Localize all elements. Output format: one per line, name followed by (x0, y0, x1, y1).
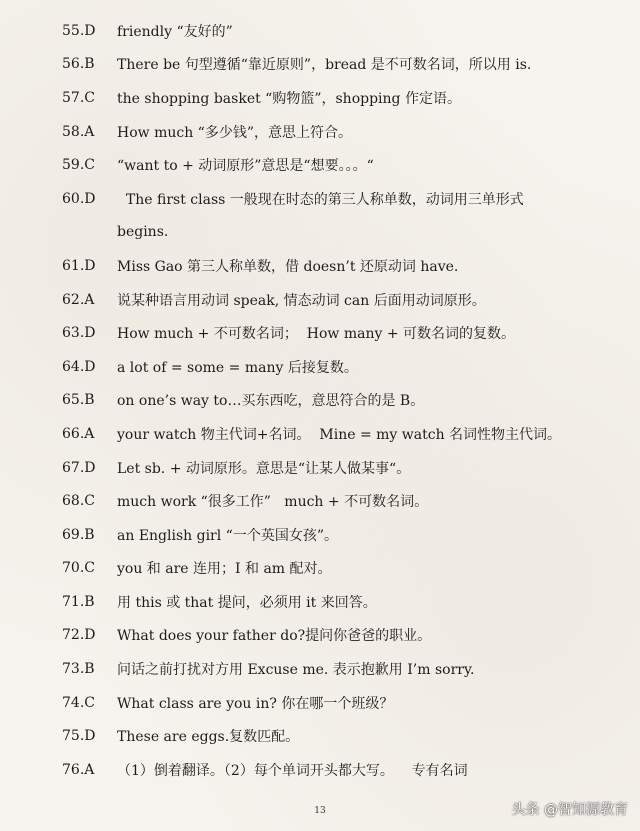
answer-number: 68.C (62, 493, 95, 510)
answer-number: 61.D (62, 257, 96, 274)
answer-row (62, 552, 622, 586)
answer-number: 59.C (62, 157, 95, 174)
answer-row (62, 182, 622, 216)
answer-number: 73.B (62, 661, 95, 678)
answer-row (62, 484, 622, 518)
answer-explanation: “want to + 动词原形”意思是“想要。。。“ (117, 158, 374, 175)
answer-explanation: The first class 一般现在时态的第三人称单数，动词用三单形式 (117, 191, 524, 208)
answer-row (62, 316, 622, 350)
answer-number: 69.B (62, 526, 95, 543)
answer-row (62, 652, 622, 686)
answer-number: 74.C (62, 694, 95, 711)
answer-row (62, 216, 622, 250)
answer-row (62, 619, 622, 653)
answer-row (62, 451, 622, 485)
answer-number: 67.D (62, 459, 96, 476)
answer-list (62, 14, 622, 787)
answer-explanation: 问话之前打扰对方用 Excuse me. 表示抱歉用 I’m sorry. (117, 662, 475, 679)
answer-explanation: the shopping basket “购物篮”，shopping 作定语。 (117, 90, 461, 107)
answer-explanation: a lot of = some = many 后接复数。 (117, 359, 358, 376)
answer-row (62, 14, 622, 48)
answer-number: 64.D (62, 358, 96, 375)
answer-explanation: 用 this 或 that 提问，必须用 it 来回答。 (117, 594, 377, 611)
answer-explanation: How much “多少钱”，意思上符合。 (117, 124, 352, 141)
answer-explanation: These are eggs.复数匹配。 (117, 729, 300, 746)
answer-number: 58.A (62, 123, 95, 140)
answer-explanation: your watch 物主代词+名词。 Mine = my watch 名词性物主代词。 (117, 426, 562, 443)
answer-explanation: you 和 are 连用；I 和 am 配对。 (117, 561, 332, 578)
answer-explanation: Miss Gao 第三人称单数，借 doesn’t 还原动词 have. (117, 258, 459, 275)
answer-row (62, 686, 622, 720)
answer-number: 70.C (62, 560, 95, 577)
answer-number: 56.B (62, 56, 95, 73)
page-number: 13 (314, 806, 326, 816)
answer-explanation: much work “很多工作” much + 不可数名词。 (117, 494, 429, 511)
answer-explanation: friendly “友好的” (117, 23, 233, 40)
answer-explanation: on one’s way to…买东西吃，意思符合的是 B。 (117, 393, 425, 410)
answer-number: 75.D (62, 728, 96, 745)
answer-row (62, 384, 622, 418)
answer-explanation: （1）倒着翻译。（2）每个单词开头都大写。 专有名词 (117, 762, 468, 779)
answer-number: 63.D (62, 325, 96, 342)
answer-explanation: There be 句型遵循“靠近原则”，bread 是不可数名词，所以用 is. (117, 57, 532, 74)
answer-number: 72.D (62, 627, 96, 644)
answer-number: 55.D (62, 22, 96, 39)
answer-row (62, 115, 622, 149)
answer-row (62, 350, 622, 384)
answer-row (62, 249, 622, 283)
answer-explanation: 说某种语言用动词 speak, 情态动词 can 后面用动词原形。 (117, 292, 486, 309)
answer-number: 57.C (62, 89, 95, 106)
answer-explanation: an English girl “一个英国女孩”。 (117, 527, 338, 544)
answer-row (62, 148, 622, 182)
answer-explanation: Let sb. + 动词原形。意思是“让某人做某事“。 (117, 460, 411, 477)
answer-row (62, 48, 622, 82)
answer-explanation: How much + 不可数名词； How many + 可数名词的复数。 (117, 326, 516, 343)
answer-explanation: begins. (117, 224, 169, 241)
answer-explanation: What class are you in? 你在哪一个班级？ (117, 695, 394, 712)
answer-row (62, 518, 622, 552)
answer-number: 66.A (62, 425, 95, 442)
answer-number: 65.B (62, 392, 95, 409)
answer-row (62, 585, 622, 619)
answer-number: 60.D (62, 190, 96, 207)
answer-row (62, 417, 622, 451)
watermark: 头条 @智知源教育 (511, 802, 628, 818)
answer-number: 71.B (62, 593, 95, 610)
answer-number: 76.A (62, 761, 95, 778)
answer-row (62, 283, 622, 317)
answer-row (62, 81, 622, 115)
answer-row (62, 753, 622, 787)
answer-number: 62.A (62, 291, 95, 308)
answer-row (62, 719, 622, 753)
answer-explanation: What does your father do?提问你爸爸的职业。 (117, 628, 432, 645)
